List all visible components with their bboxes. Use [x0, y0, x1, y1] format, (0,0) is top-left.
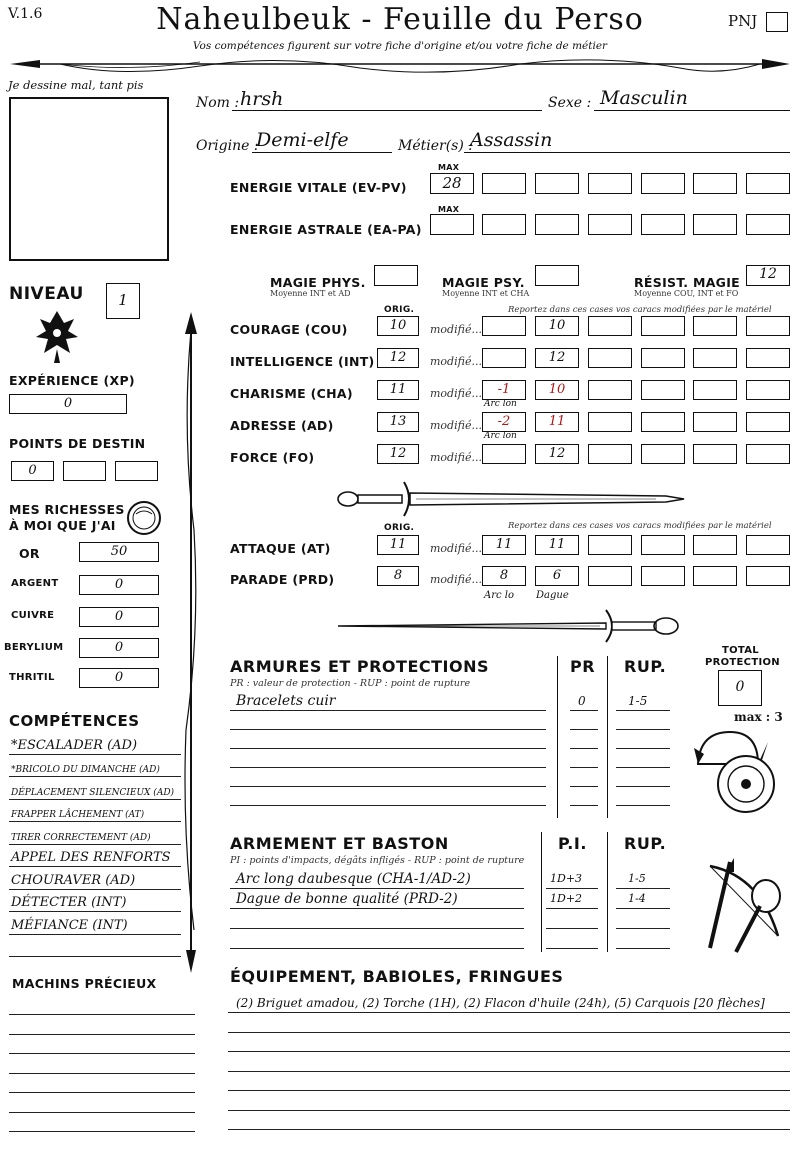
total-protection-label-1: TOTAL	[722, 645, 759, 656]
ea-box-7[interactable]	[746, 214, 790, 235]
pnj-label: PNJ	[728, 12, 758, 30]
skill-text: CHOURAVER (AD)	[11, 872, 136, 888]
stat-box[interactable]	[588, 535, 632, 555]
weapon-rup: 1-4	[628, 892, 646, 905]
weapon-pi-line[interactable]	[546, 928, 598, 929]
ev-box-3[interactable]	[535, 173, 579, 194]
argent-box[interactable]: 0	[79, 575, 159, 595]
equipment-line[interactable]	[228, 1110, 790, 1111]
total-protection-box[interactable]: 0	[718, 670, 762, 706]
richesses-label-2: À MOI QUE J'AI	[9, 518, 116, 533]
stat-orig-box[interactable]: 12	[377, 348, 419, 368]
weapon-line[interactable]	[230, 928, 524, 929]
stat-modif-label: modifié...	[430, 355, 482, 368]
xp-box[interactable]: 0	[9, 394, 127, 414]
stat-label: CHARISME (CHA)	[230, 386, 353, 401]
stat-box[interactable]	[641, 380, 685, 400]
skill-text: *BRICOLO DU DIMANCHE (AD)	[11, 765, 160, 775]
precious-line[interactable]	[9, 1014, 195, 1015]
skill-text: APPEL DES RENFORTS	[11, 850, 171, 865]
armor-rup-line[interactable]	[616, 710, 670, 711]
weapon-pi-line[interactable]	[546, 888, 598, 889]
armement-vline-2	[607, 832, 608, 952]
armor-pr-line[interactable]	[570, 786, 598, 787]
stat-box[interactable]	[746, 444, 790, 464]
precious-line[interactable]	[9, 1131, 195, 1132]
cuivre-label: CUIVRE	[11, 610, 55, 621]
stat-box[interactable]	[746, 566, 790, 586]
page-subtitle: Vos compétences figurent sur votre fiche d'origine et/ou votre fiche de métier	[192, 40, 608, 52]
stat-box[interactable]	[746, 380, 790, 400]
skill-line[interactable]	[9, 867, 181, 890]
skill-text: DÉTECTER (INT)	[11, 895, 127, 910]
armor-rup-line[interactable]	[616, 805, 670, 806]
stat-box[interactable]	[641, 444, 685, 464]
equipment-line[interactable]	[228, 1129, 790, 1130]
or-label: OR	[19, 546, 40, 561]
stat-modif-label: modifié...	[430, 573, 482, 586]
berylium-label: BERYLIUM	[4, 642, 64, 653]
competences-label: COMPÉTENCES	[9, 712, 140, 730]
nom-label: Nom :	[196, 95, 240, 111]
stat-box[interactable]	[588, 412, 632, 432]
ev-box-4[interactable]	[588, 173, 632, 194]
ea-box-4[interactable]	[588, 214, 632, 235]
stat-box[interactable]	[693, 316, 737, 336]
magie-psy-box[interactable]	[535, 265, 579, 286]
destin-box-3[interactable]	[115, 461, 158, 481]
stat-modifier-note: Arc lon	[484, 431, 517, 441]
weapon-name: Arc long daubesque (CHA-1/AD-2)	[236, 871, 471, 887]
armement-vline-1	[541, 832, 542, 952]
stat-modif-label: modifié...	[430, 542, 482, 555]
origine-value[interactable]: Demi-elfe	[256, 129, 349, 151]
stat-box[interactable]: 11	[482, 535, 526, 555]
stat-box[interactable]	[746, 412, 790, 432]
equipment-line[interactable]	[228, 1012, 790, 1013]
metier-label: Métier(s) :	[398, 138, 473, 154]
stat-orig-box[interactable]: 12	[377, 444, 419, 464]
weapon-rup-line[interactable]	[616, 928, 670, 929]
stat-box[interactable]	[588, 566, 632, 586]
armor-line[interactable]	[230, 710, 546, 711]
skill-line[interactable]	[9, 845, 181, 868]
stat-box[interactable]	[693, 444, 737, 464]
ev-label: ENERGIE VITALE (EV-PV)	[230, 180, 407, 195]
ev-box-2[interactable]	[482, 173, 526, 194]
weapon-line[interactable]	[230, 948, 524, 949]
armor-line[interactable]	[230, 805, 546, 806]
armement-col-rup: RUP.	[624, 834, 667, 853]
stat-box[interactable]	[641, 348, 685, 368]
combat-col-note-2: Dague	[536, 590, 569, 601]
stat-box[interactable]: 10	[535, 380, 579, 400]
skill-text: *ESCALADER (AD)	[11, 737, 138, 753]
thritil-box[interactable]: 0	[79, 668, 159, 688]
resist-magie-label: RÉSIST. MAGIE	[634, 275, 741, 290]
magie-phys-box[interactable]	[374, 265, 418, 286]
stat-label: COURAGE (COU)	[230, 322, 348, 337]
sword-icon	[336, 478, 686, 520]
weapon-name: Dague de bonne qualité (PRD-2)	[236, 891, 458, 907]
stat-label: ATTAQUE (AT)	[230, 541, 331, 556]
stat-box[interactable]	[693, 566, 737, 586]
precious-line[interactable]	[9, 1092, 195, 1093]
stat-orig-box[interactable]: 11	[377, 380, 419, 400]
weapon-pi: 1D+3	[550, 872, 583, 885]
stat-box[interactable]	[641, 535, 685, 555]
armor-line[interactable]	[230, 748, 546, 749]
max-protection-label: max : 3	[734, 710, 783, 724]
stat-box[interactable]	[588, 380, 632, 400]
armor-line[interactable]	[230, 767, 546, 768]
ea-box-3[interactable]	[535, 214, 579, 235]
stat-modif-label: modifié...	[430, 323, 482, 336]
weapon-rup-line[interactable]	[616, 948, 670, 949]
ea-box-2[interactable]	[482, 214, 526, 235]
banner-spear-icon	[0, 52, 800, 80]
page-title: Naheulbeuk - Feuille du Perso	[156, 2, 644, 37]
skill-line[interactable]	[9, 777, 181, 800]
vertical-spear-icon	[180, 310, 202, 975]
stat-modif-label: modifié...	[430, 387, 482, 400]
magie-psy-label: MAGIE PSY.	[442, 275, 525, 290]
stat-label: FORCE (FO)	[230, 450, 315, 465]
armor-pr: 0	[578, 694, 586, 708]
dragon-icon	[30, 305, 84, 365]
resist-magie-note: Moyenne COU, INT et FO	[634, 289, 739, 298]
richesses-label-1: MES RICHESSES	[9, 502, 125, 517]
cuivre-box[interactable]: 0	[79, 607, 159, 627]
stat-box[interactable]	[482, 316, 526, 336]
skill-line[interactable]	[9, 912, 181, 935]
stat-box[interactable]: 11	[535, 535, 579, 555]
precious-line[interactable]	[9, 1073, 195, 1074]
armures-subtitle: PR : valeur de protection - RUP : point de rupture	[230, 678, 471, 689]
armures-vline-1	[557, 656, 558, 818]
stat-box[interactable]: -2	[482, 412, 526, 432]
pnj-checkbox[interactable]	[766, 12, 788, 32]
armement-title: ARMEMENT ET BASTON	[230, 834, 449, 853]
xp-label: EXPÉRIENCE (XP)	[9, 373, 135, 388]
combat-orig-label: ORIG.	[384, 523, 415, 533]
armor-rup-line[interactable]	[616, 786, 670, 787]
equipement-line-1[interactable]: (2) Briguet amadou, (2) Torche (1H), (2) Flacon d'huile (24h), (5) Carquois [20 flèches]	[236, 996, 765, 1010]
weapon-pi-line[interactable]	[546, 948, 598, 949]
armor-pr-line[interactable]	[570, 748, 598, 749]
stat-box[interactable]	[641, 316, 685, 336]
stat-box[interactable]	[693, 535, 737, 555]
ev-box-5[interactable]	[641, 173, 685, 194]
magie-phys-note: Moyenne INT et AD	[270, 289, 351, 298]
ev-box-6[interactable]	[693, 173, 737, 194]
precious-lines	[9, 1000, 195, 1150]
weapon-line[interactable]	[230, 908, 524, 909]
portrait-box[interactable]	[9, 97, 169, 261]
equipment-line[interactable]	[228, 1090, 790, 1091]
destin-box-2[interactable]	[63, 461, 106, 481]
sword-icon-2	[336, 608, 682, 644]
stat-box[interactable]	[482, 444, 526, 464]
armures-col-rup: RUP.	[624, 657, 667, 676]
weapons-icon	[690, 856, 790, 960]
stat-box[interactable]	[693, 412, 737, 432]
skill-line[interactable]	[9, 890, 181, 913]
stat-box[interactable]: 6	[535, 566, 579, 586]
magie-phys-label: MAGIE PHYS.	[270, 275, 366, 290]
equipment-line[interactable]	[228, 1032, 790, 1033]
combat-col-note-1: Arc lo	[484, 590, 514, 601]
stat-label: INTELLIGENCE (INT)	[230, 354, 375, 369]
thritil-label: THRITIL	[9, 672, 55, 683]
equipment-line[interactable]	[228, 1071, 790, 1072]
argent-label: ARGENT	[11, 578, 59, 589]
stat-box[interactable]: 8	[482, 566, 526, 586]
combat-note: Reportez dans ces cases vos caracs modifiées par le matériel	[508, 521, 772, 531]
armement-subtitle: PI : points d'impacts, dégâts infligés - RUP : point de rupture	[230, 855, 525, 866]
stats-note: Reportez dans ces cases vos caracs modifiées par le matériel	[508, 305, 772, 315]
equipment-line[interactable]	[228, 1051, 790, 1052]
equip-lines	[228, 1010, 790, 1150]
origine-label: Origine :	[196, 138, 259, 154]
version-label: V.1.6	[8, 6, 43, 22]
coin-icon	[126, 500, 162, 536]
stat-label: ADRESSE (AD)	[230, 418, 334, 433]
equipement-title: ÉQUIPEMENT, BABIOLES, FRINGUES	[230, 967, 564, 986]
stats-orig-label: ORIG.	[384, 305, 415, 315]
stat-box[interactable]	[588, 348, 632, 368]
armor-rup-line[interactable]	[616, 729, 670, 730]
or-box[interactable]: 50	[79, 542, 159, 562]
ea-box-6[interactable]	[693, 214, 737, 235]
armures-title: ARMURES ET PROTECTIONS	[230, 657, 489, 676]
stat-box[interactable]	[588, 316, 632, 336]
skill-line[interactable]	[9, 935, 181, 958]
skill-line[interactable]	[9, 732, 181, 755]
armor-rup-line[interactable]	[616, 767, 670, 768]
ea-max-label: MAX	[438, 205, 460, 214]
armor-line[interactable]	[230, 786, 546, 787]
stat-box[interactable]: 10	[535, 316, 579, 336]
precious-line[interactable]	[9, 1112, 195, 1113]
weapon-line[interactable]	[230, 888, 524, 889]
skill-text: TIRER CORRECTEMENT (AD)	[11, 832, 151, 843]
stat-box[interactable]	[746, 348, 790, 368]
armor-rup-line[interactable]	[616, 748, 670, 749]
armor-pr-line[interactable]	[570, 805, 598, 806]
stat-orig-box[interactable]: 11	[377, 535, 419, 555]
stat-box[interactable]	[588, 444, 632, 464]
ea-label: ENERGIE ASTRALE (EA-PA)	[230, 222, 422, 237]
ev-value-box[interactable]: 28	[430, 173, 474, 194]
armor-pr-line[interactable]	[570, 710, 598, 711]
skills-list	[9, 732, 181, 957]
magie-psy-note: Moyenne INT et CHA	[442, 289, 530, 298]
stat-box[interactable]	[482, 348, 526, 368]
skill-text: DÉPLACEMENT SILENCIEUX (AD)	[11, 787, 175, 798]
armor-pr-line[interactable]	[570, 767, 598, 768]
stat-box[interactable]: -1	[482, 380, 526, 400]
sexe-value[interactable]: Masculin	[600, 87, 688, 109]
total-protection-label-2: PROTECTION	[705, 657, 780, 668]
destin-box-1[interactable]: 0	[11, 461, 54, 481]
metier-value[interactable]: Assassin	[470, 129, 553, 151]
weapon-rup-line[interactable]	[616, 888, 670, 889]
machins-precieux-label: MACHINS PRÉCIEUX	[12, 976, 157, 991]
armor-rup: 1-5	[628, 694, 648, 708]
weapon-rup: 1-5	[628, 872, 646, 885]
weapon-pi: 1D+2	[550, 892, 583, 905]
ea-value-box[interactable]	[430, 214, 474, 235]
skill-text: FRAPPER LÂCHEMENT (AT)	[11, 810, 145, 820]
ev-max-label: MAX	[438, 163, 460, 172]
ev-box-7[interactable]	[746, 173, 790, 194]
stat-orig-box[interactable]: 8	[377, 566, 419, 586]
armor-pr-line[interactable]	[570, 729, 598, 730]
stat-box[interactable]: 12	[535, 348, 579, 368]
skill-line[interactable]	[9, 755, 181, 778]
niveau-label: NIVEAU	[9, 284, 84, 304]
destin-label: POINTS DE DESTIN	[9, 436, 146, 451]
stat-label: PARADE (PRD)	[230, 572, 335, 587]
stat-box[interactable]	[641, 566, 685, 586]
stat-box[interactable]	[746, 535, 790, 555]
stat-orig-box[interactable]: 10	[377, 316, 419, 336]
stat-modif-label: modifié...	[430, 451, 482, 464]
resist-magie-box[interactable]: 12	[746, 265, 790, 286]
skill-line[interactable]	[9, 822, 181, 845]
sexe-label: Sexe :	[548, 95, 592, 111]
helmet-shield-icon	[692, 724, 782, 816]
skill-text: MÉFIANCE (INT)	[11, 917, 128, 933]
stat-box[interactable]	[746, 316, 790, 336]
portrait-caption: Je dessine mal, tant pis	[8, 78, 144, 92]
precious-line[interactable]	[9, 1053, 195, 1054]
niveau-box[interactable]: 1	[106, 283, 140, 319]
armor-line[interactable]	[230, 729, 546, 730]
stat-box[interactable]: 12	[535, 444, 579, 464]
armures-col-pr: PR	[570, 657, 596, 676]
armement-col-pi: P.I.	[558, 834, 587, 853]
precious-line[interactable]	[9, 1034, 195, 1035]
berylium-box[interactable]: 0	[79, 638, 159, 658]
ea-box-5[interactable]	[641, 214, 685, 235]
nom-value[interactable]: hrsh	[240, 88, 284, 110]
weapon-rup-line[interactable]	[616, 908, 670, 909]
stat-box[interactable]	[693, 348, 737, 368]
skill-line[interactable]	[9, 800, 181, 823]
armures-vline-2	[607, 656, 608, 818]
stat-modif-label: modifié...	[430, 419, 482, 432]
armor-name: Bracelets cuir	[236, 693, 336, 709]
stat-orig-box[interactable]: 13	[377, 412, 419, 432]
stat-modifier-note: Arc lon	[484, 399, 517, 409]
stat-box[interactable]	[641, 412, 685, 432]
weapon-pi-line[interactable]	[546, 908, 598, 909]
stat-box[interactable]: 11	[535, 412, 579, 432]
stat-box[interactable]	[693, 380, 737, 400]
